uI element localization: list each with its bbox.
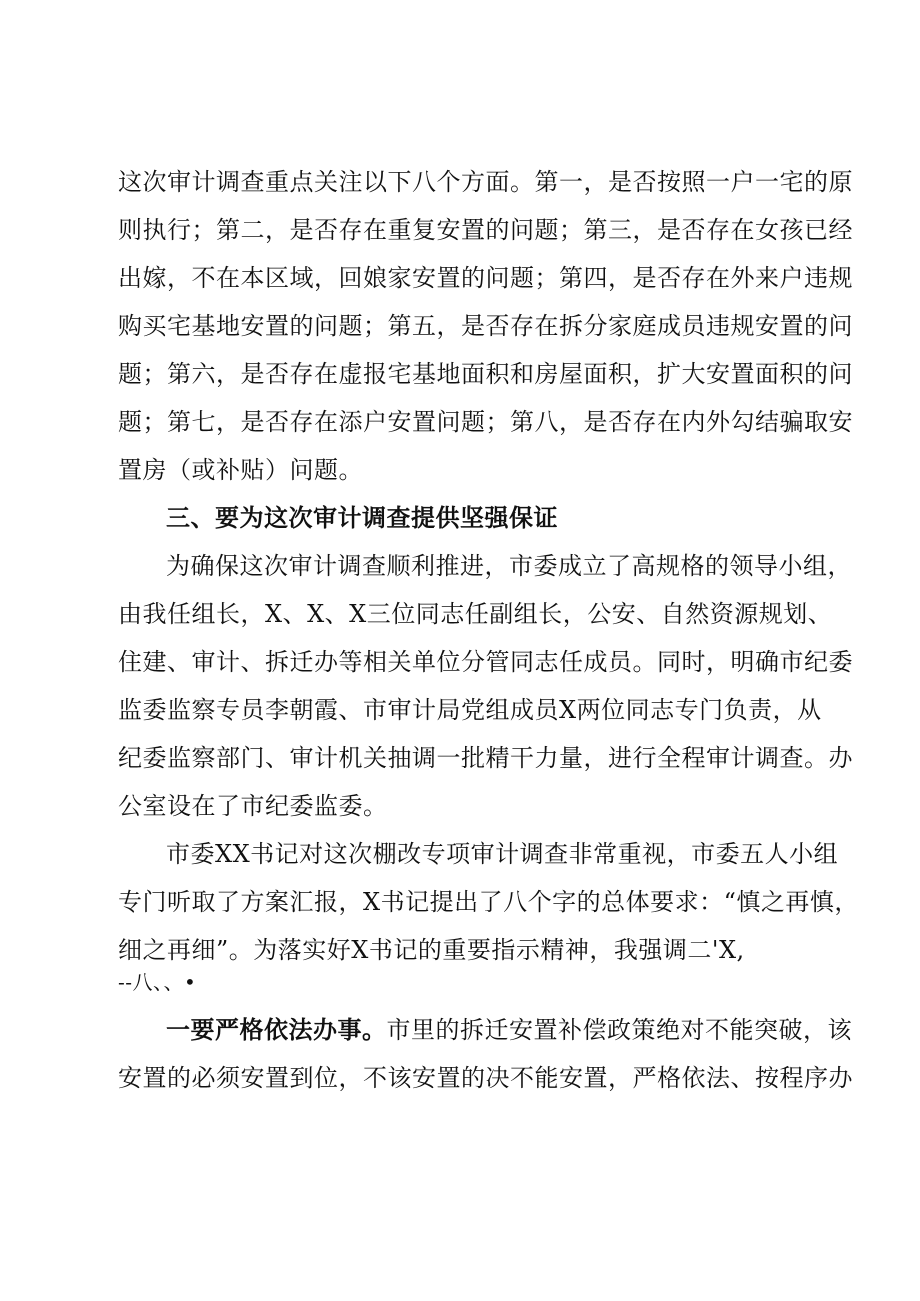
para4-line-1 — [166, 1014, 852, 1046]
para4-line-2: 安置的必须安置到位，不该安置的决不能安置，严格依法、按程序办 — [118, 1064, 853, 1092]
para2-line-4: 监委监察专员李朝霞、市审计局党组成员X两位同志专门负责，从 — [118, 696, 822, 724]
para3-line-4: --八、、• — [118, 970, 197, 994]
para2-line-2: 由我任组长，X、X、X三位同志任副组长，公安、自然资源规划、 — [118, 600, 833, 628]
text-line-4: 购买宅基地安置的问题；第五，是否存在拆分家庭成员违规安置的问 — [118, 312, 853, 340]
text-line-1: 这次审计调查重点关注以下八个方面。第一，是否按照一户一宅的原 — [118, 168, 853, 196]
text-line-3: 出嫁，不在本区域，回娘家安置的问题；第四，是否存在外来户违规 — [118, 264, 853, 292]
para2-line-6: 公室设在了市纪委监委。 — [118, 792, 388, 820]
para4-first-rest: 市里的拆迁安置补偿政策绝对不能突破，该 — [386, 1016, 852, 1044]
para3-line-2: 专门听取了方案汇报，X书记提出了八个字的总体要求：“慎之再慎， — [118, 888, 859, 916]
para2-line-1: 为确保这次审计调查顺利推进，市委成立了高规格的领导小组， — [166, 552, 852, 580]
text-line-2: 则执行；第二，是否存在重复安置的问题；第三，是否存在女孩已经 — [118, 216, 853, 244]
section-heading-3: 三、要为这次审计调查提供坚强保证 — [166, 503, 558, 532]
text-line-6: 题；第七，是否存在添户安置问题；第八，是否存在内外勾结骗取安 — [118, 408, 853, 436]
text-line-5: 题；第六，是否存在虚报宅基地面积和房屋面积，扩大安置面积的问 — [118, 360, 853, 388]
para2-line-3: 住建、审计、拆迁办等相关单位分管同志任成员。同时，明确市纪委 — [118, 648, 853, 676]
para2-line-5: 纪委监察部门、审计机关抽调一批精干力量，进行全程审计调查。办 — [118, 744, 853, 772]
para3-line-3: 细之再细”。为落实好X书记的重要指示精神，我强调二'X, — [118, 936, 745, 964]
para4-bold-lead: 一要严格依法办事。 — [166, 1015, 387, 1044]
text-line-7: 置房（或补贴）问题。 — [118, 456, 363, 484]
para3-line-1: 市委XX书记对这次棚改专项审计调查非常重视，市委五人小组 — [166, 840, 839, 868]
